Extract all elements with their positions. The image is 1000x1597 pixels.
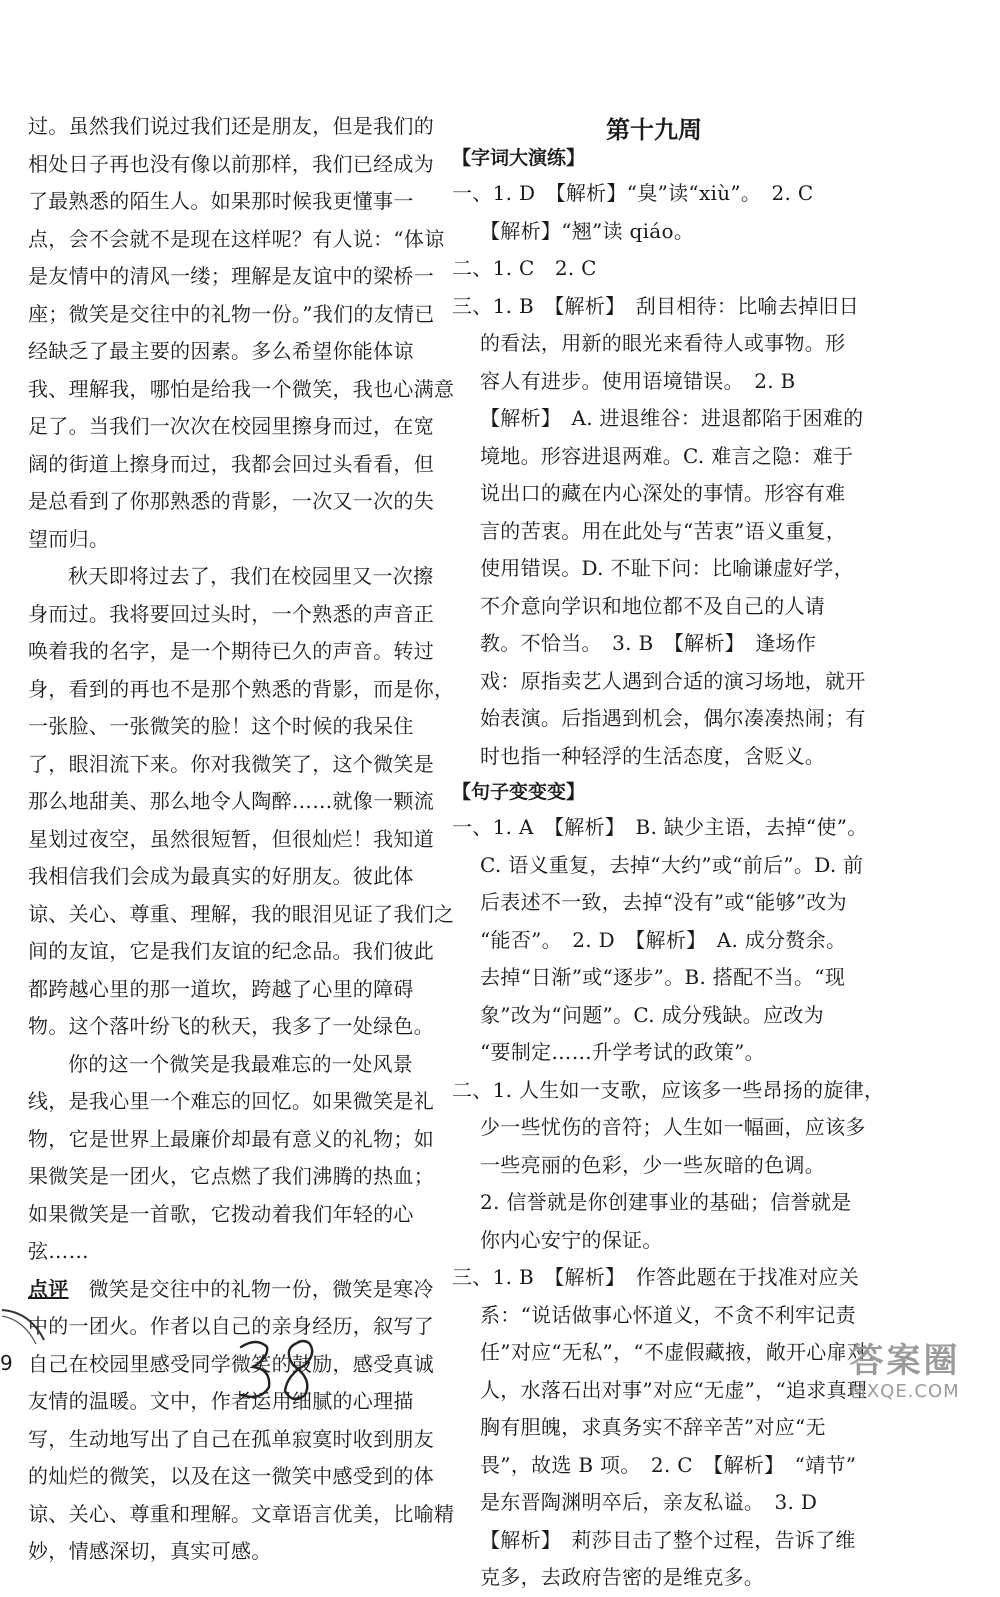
text-line: 谅、关心、尊重、理解，我的眼泪见证了我们之 [28, 901, 455, 926]
text-line: 谅、关心、尊重和理解。文章语言优美，比喻精 [28, 1501, 455, 1526]
text-line: 系：“说话做事心怀道义，不贪不利牢记责 [480, 1302, 856, 1327]
text-line: 如果微笑是一首歌，它拨动着我们年轻的心 [28, 1201, 414, 1226]
text-line: 【解析】 莉莎目击了整个过程，告诉了维 [480, 1527, 856, 1552]
text-line: 【解析】“翘”读 qiáo。 [480, 218, 695, 243]
text-line: 一、1. A 【解析】 B. 缺少主语，去掉“使”。 [452, 815, 868, 839]
text-line: 胸有胆魄，求真务实不辞辛苦”对应“无 [480, 1415, 826, 1439]
text-line: 相处日子再也没有像以前那样，我们已经成为 [28, 151, 434, 176]
text-line: 我相信我们会成为最真实的好朋友。彼此体 [28, 864, 414, 888]
text-line: 足了。当我们一次次在校园里擦身而过，在宽 [28, 414, 434, 438]
text-line: 戏：原指卖艺人遇到合适的演习场地，就开 [480, 668, 866, 693]
text-line: 自己在校园里感受同学微笑的鼓励，感受真诚 [28, 1351, 434, 1376]
text-line: 使用错误。D. 不耻下问：比喻谦虚好学， [480, 556, 855, 580]
section-heading: 【句子变变变】 [452, 781, 586, 803]
text-line: 中的一团火。作者以自己的亲身经历，叙写了 [28, 1314, 434, 1338]
text-line: 象”改为“问题”。C. 成分残缺。应改为 [480, 1002, 824, 1027]
review-tag: 点评 [28, 1276, 69, 1301]
text-line: 都跨越心里的那一道坎，跨越了心里的障碍 [28, 976, 414, 1001]
text-line: 克多，去政府告密的是维克多。 [480, 1565, 765, 1589]
text-line: 一、1. D 【解析】“臭”读“xiù”。 2. C [452, 181, 814, 205]
text-line: 是友情中的清风一缕；理解是友谊中的梁桥一 [28, 264, 434, 288]
text-line: 望而归。 [28, 526, 110, 551]
text-line: 容人有进步。使用语境错误。 2. B [480, 368, 796, 393]
text-line: 【解析】 A. 进退维谷：进退都陷于困难的 [480, 406, 864, 430]
right-column [452, 141, 885, 1597]
text-line: 少一些忧伤的音符；人生如一幅画，应该多 [480, 1115, 866, 1139]
watermark-top: 答案圈 [849, 1341, 961, 1381]
text-line: 妙，情感深切，真实可感。 [28, 1539, 272, 1563]
text-line: 二、1. C 2. C [452, 256, 597, 280]
text-line: 的灿烂的微笑，以及在这一微笑中感受到的体 [28, 1464, 434, 1488]
text-line: 教。不恰当。 3. B 【解析】 逢场作 [480, 631, 817, 655]
text-line: 人，水落石出对事”对应“无虚”，“追求真理 [480, 1377, 868, 1402]
text-line: 言的苦衷。用在此处与“苦衷”语义重复， [480, 518, 847, 543]
text-line: 一张脸、一张微笑的脸！这个时候的我呆住 [28, 714, 414, 738]
text-line: 三、1. B 【解析】 刮目相待：比喻去掉旧日 [452, 293, 860, 318]
text-line: 不介意向学识和地位都不及自己的人请 [480, 593, 826, 618]
text-line: 了最熟悉的陌生人。如果那时候我更懂事一 [28, 189, 414, 213]
text-line: 时也指一种轻浮的生活态度，含贬义。 [480, 743, 826, 768]
text-line: 那么地甜美、那么地令人陶醉……就像一颗流 [28, 789, 434, 813]
text-line: 座；微笑是交往中的礼物一份。”我们的友情已 [28, 301, 435, 326]
text-line: 境地。形容进退两难。C. 难言之隐：难于 [480, 443, 854, 468]
text-line: 是东晋陶渊明卒后，亲友私谥。 3. D [480, 1490, 818, 1514]
text-line: 阔的街道上擦身而过，我都会回过头看看，但 [28, 451, 434, 476]
page-number: 9 [0, 1351, 13, 1375]
section-heading: 【字词大演练】 [452, 147, 586, 169]
text-line: 2. 信誉就是你创建事业的基础；信誉就是 [480, 1190, 852, 1214]
review-line [28, 1271, 436, 1309]
text-line: 过。虽然我们说过我们还是朋友，但是我们的 [28, 114, 434, 138]
handwritten-38-drawing [235, 1335, 325, 1407]
text-line: 身而过。我将要回过头时，一个熟悉的声音正 [28, 601, 434, 626]
watermark [820, 1341, 990, 1407]
text-line: 写，生动地写出了自己在孤单寂寞时收到朋友 [28, 1426, 434, 1451]
text-line: 线，是我心里一个难忘的回忆。如果微笑是礼 [28, 1089, 434, 1113]
text-line: 秋天即将过去了，我们在校园里又一次擦 [68, 564, 434, 588]
text-line: 物，它是世界上最廉价却最有意义的礼物；如 [28, 1126, 434, 1151]
text-line: “能否”。 2. D 【解析】 A. 成分赘余。 [480, 927, 847, 952]
text-line: 始表演。后指遇到机会，偶尔凑凑热闹；有 [480, 706, 866, 730]
text-line: 身，看到的再也不是那个熟悉的背影，而是你， [28, 676, 455, 701]
text-line: C. 语义重复，去掉“大约”或“前后”。D. 前 [480, 852, 864, 877]
text-line: 唤着我的名字，是一个期待已久的声音。转过 [28, 639, 434, 663]
text-line: 任”对应“无私”，“不虚假藏掖，敞开心扉对 [480, 1340, 868, 1364]
text-line: 二、1. 人生如一支歌，应该多一些昂扬的旋律， [452, 1077, 885, 1102]
week-title: 第十九周 [606, 116, 702, 144]
text-line: 我、理解我，哪怕是给我一个微笑，我也心满意 [28, 376, 455, 401]
text-line: 了，眼泪流下来。你对我微笑了，这个微笑是 [28, 751, 434, 776]
text-line: 星划过夜空，虽然很短暂，但很灿烂！我知道 [28, 826, 434, 851]
watermark-bottom: MXQE.COM [850, 1381, 960, 1402]
text-line: 的看法，用新的眼光来看待人或事物。形 [480, 331, 846, 355]
text-line: “要制定……升学考试的政策”。 [480, 1040, 765, 1064]
text-line: 三、1. B 【解析】 作答此题在于找准对应关 [452, 1265, 860, 1289]
text-line: 友情的温暖。文中，作者运用细腻的心理描 [28, 1389, 414, 1413]
text-line: 畏”，故选 B 项。 2. C 【解析】 “靖节” [480, 1452, 857, 1477]
text-line: 说出口的藏在内心深处的事情。形容有难 [480, 481, 846, 505]
text-line: 物。这个落叶纷飞的秋天，我多了一处绿色。 [28, 1014, 434, 1038]
text-line: 果微笑是一团火，它点燃了我们沸腾的热血； [28, 1164, 434, 1188]
text-line: 是总看到了你那熟悉的背影，一次又一次的失 [28, 489, 434, 513]
text-line: 经缺乏了最主要的因素。多么希望你能体谅 [28, 339, 414, 363]
text-line: 一些亮丽的色彩，少一些灰暗的色调。 [480, 1152, 826, 1177]
text-line: 弦…… [28, 1239, 89, 1263]
text-line: 你的这一个微笑是我最难忘的一处风景 [68, 1051, 414, 1076]
review-text: 微笑是交往中的礼物一份，微笑是寒冷 [88, 1276, 434, 1301]
handwritten-number [235, 1335, 325, 1411]
text-line: 去掉“日渐”或“逐步”。B. 搭配不当。“现 [480, 965, 846, 989]
text-line: 点，会不会就不是现在这样呢？有人说：“体谅 [28, 226, 445, 251]
left-column [28, 108, 455, 1571]
text-line: 后表述不一致，去掉“没有”或“能够”改为 [480, 890, 847, 914]
text-line: 你内心安宁的保证。 [480, 1227, 663, 1252]
text-line: 间的友谊，它是我们友谊的纪念品。我们彼此 [28, 939, 434, 963]
